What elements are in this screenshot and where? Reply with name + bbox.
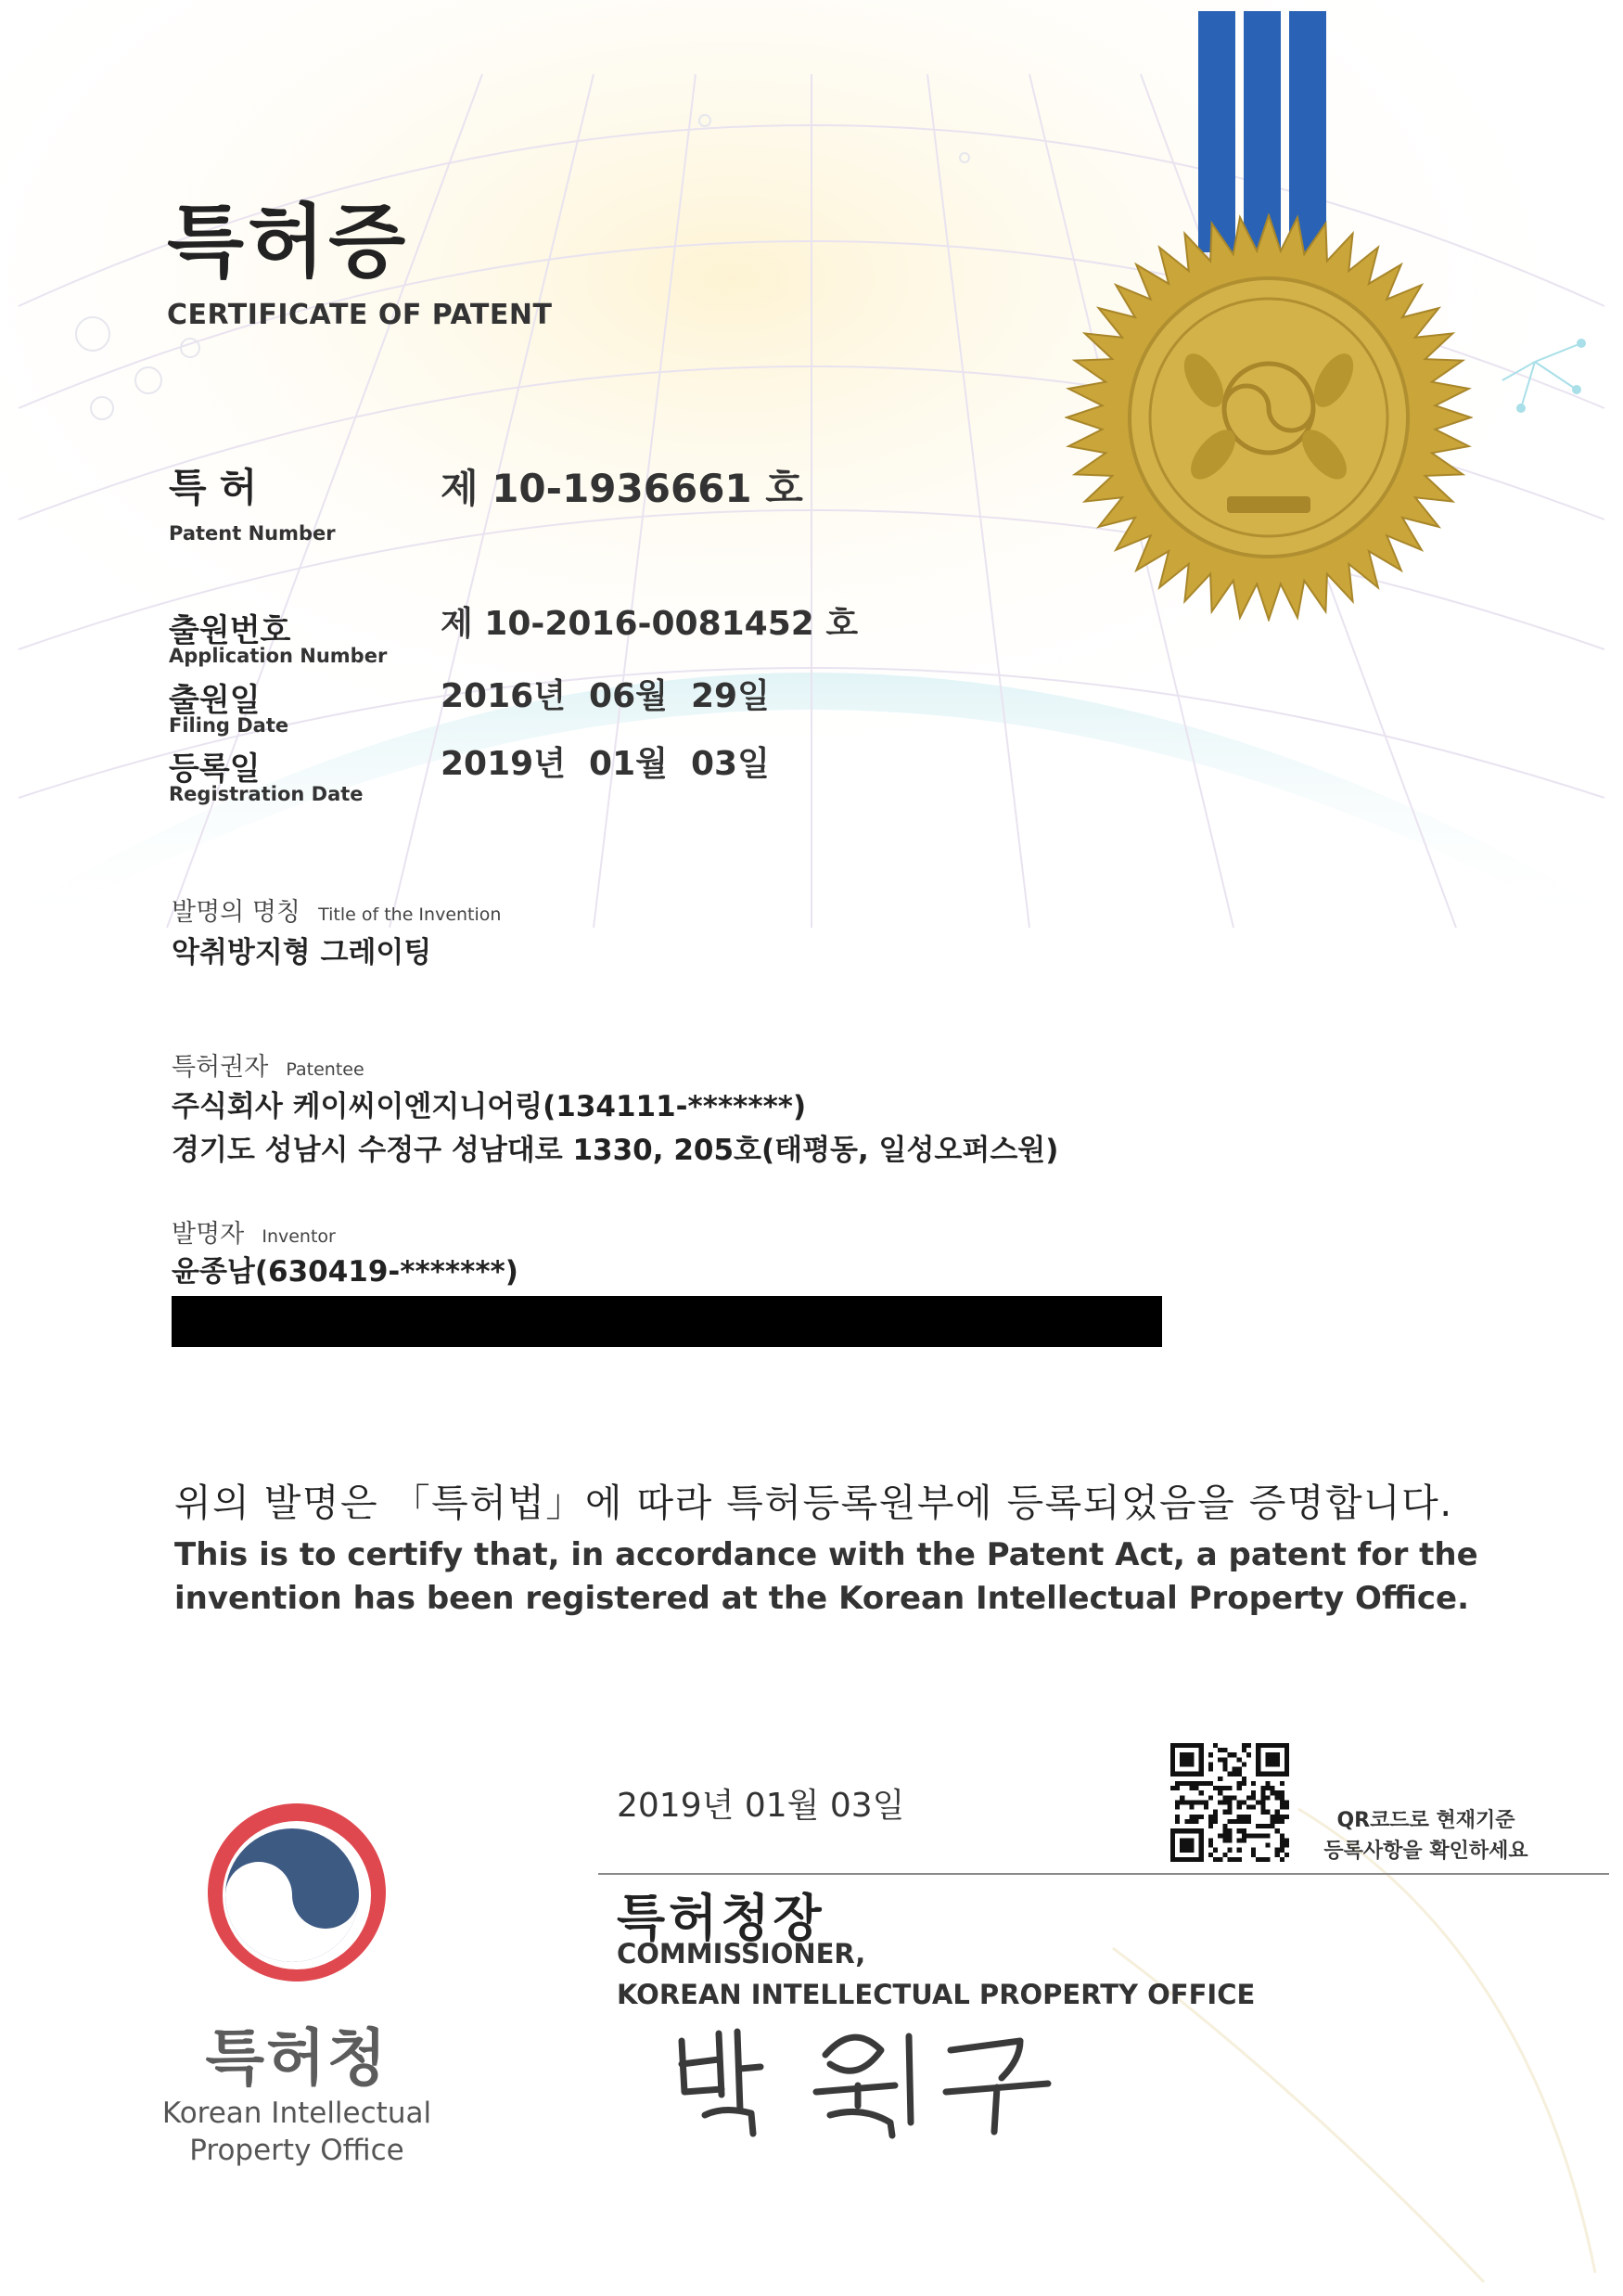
inventor-label: [172, 1222, 336, 1247]
patentee-name: 주식회사 케이씨이엔지니어링(134111-*******): [172, 1090, 807, 1123]
patentee-label-en: Patentee: [286, 1059, 364, 1080]
signature-divider: [598, 1873, 1609, 1875]
redaction-bar: [172, 1296, 1162, 1347]
invention-title-label-en: Title of the Invention: [318, 904, 502, 925]
certification-statement-en: This is to certify that, in accordance with the Patent Act, a patent for the invention has been registered at the Korean Intellectual Property Office.: [174, 1536, 1478, 1617]
invention-title-label-ko: 발명의 명칭: [172, 898, 300, 927]
commissioner-title-ko: 특허청장: [617, 1889, 825, 1947]
commissioner-title-line1: COMMISSIONER,: [617, 1938, 866, 1969]
patent-number-value: 제 10-1936661 호: [441, 466, 803, 511]
inventor-name: 윤종남(630419-*******): [172, 1255, 518, 1289]
filing-date-label-ko: 출원일: [169, 682, 261, 719]
registration-date-value: 2019년 01월 03일: [441, 745, 770, 783]
qr-note-line2: 등록사항을 확인하세요: [1323, 1840, 1528, 1863]
qr-note-line1: QR코드로 현재기준: [1336, 1809, 1515, 1832]
qr-code[interactable]: [1170, 1743, 1289, 1862]
patentee-label: [172, 1055, 364, 1080]
kipo-name-en-line2: Property Office: [189, 2134, 404, 2167]
application-number-label-en: Application Number: [169, 645, 388, 667]
invention-title-label: [172, 900, 501, 925]
registration-date-label-ko: 등록일: [169, 750, 261, 788]
registration-date-label-en: Registration Date: [169, 783, 364, 805]
commissioner-title-line2: KOREAN INTELLECTUAL PROPERTY OFFICE: [617, 1979, 1256, 2010]
invention-title-value: 악취방지형 그레이팅: [172, 936, 432, 969]
kipo-name-en: [148, 2095, 445, 2169]
commissioner-title-en: [617, 1933, 1255, 2015]
application-number-label-ko: 출원번호: [169, 612, 291, 649]
inventor-label-en: Inventor: [262, 1226, 336, 1247]
kipo-taegeuk-logo: [199, 1795, 394, 1990]
certificate-title-english: CERTIFICATE OF PATENT: [167, 299, 553, 331]
patent-number-label-en: Patent Number: [169, 522, 336, 545]
application-number-value: 제 10-2016-0081452 호: [441, 605, 859, 643]
filing-date-label-en: Filing Date: [169, 714, 289, 737]
certificate-title-korean: 특허증: [167, 196, 410, 289]
kipo-name-ko: 특허청: [205, 2022, 389, 2094]
certification-statement-ko: 위의 발명은 「특허법」에 따라 특허등록원부에 등록되었음을 증명합니다.: [174, 1481, 1453, 1525]
qr-note: [1308, 1805, 1544, 1866]
kipo-name-en-line1: Korean Intellectual: [161, 2097, 432, 2130]
gold-seal-emblem: [1065, 213, 1473, 622]
issue-date: 2019년 01월 03일: [617, 1787, 905, 1825]
patentee-label-ko: 특허권자: [172, 1053, 269, 1082]
handwritten-signature: [668, 2013, 1067, 2143]
inventor-label-ko: 발명자: [172, 1220, 245, 1249]
patent-number-label-ko: 특허: [169, 465, 271, 510]
filing-date-value: 2016년 06월 29일: [441, 677, 770, 715]
patentee-address: 경기도 성남시 수정구 성남대로 1330, 205호(태평동, 일성오퍼스원): [172, 1134, 1059, 1167]
